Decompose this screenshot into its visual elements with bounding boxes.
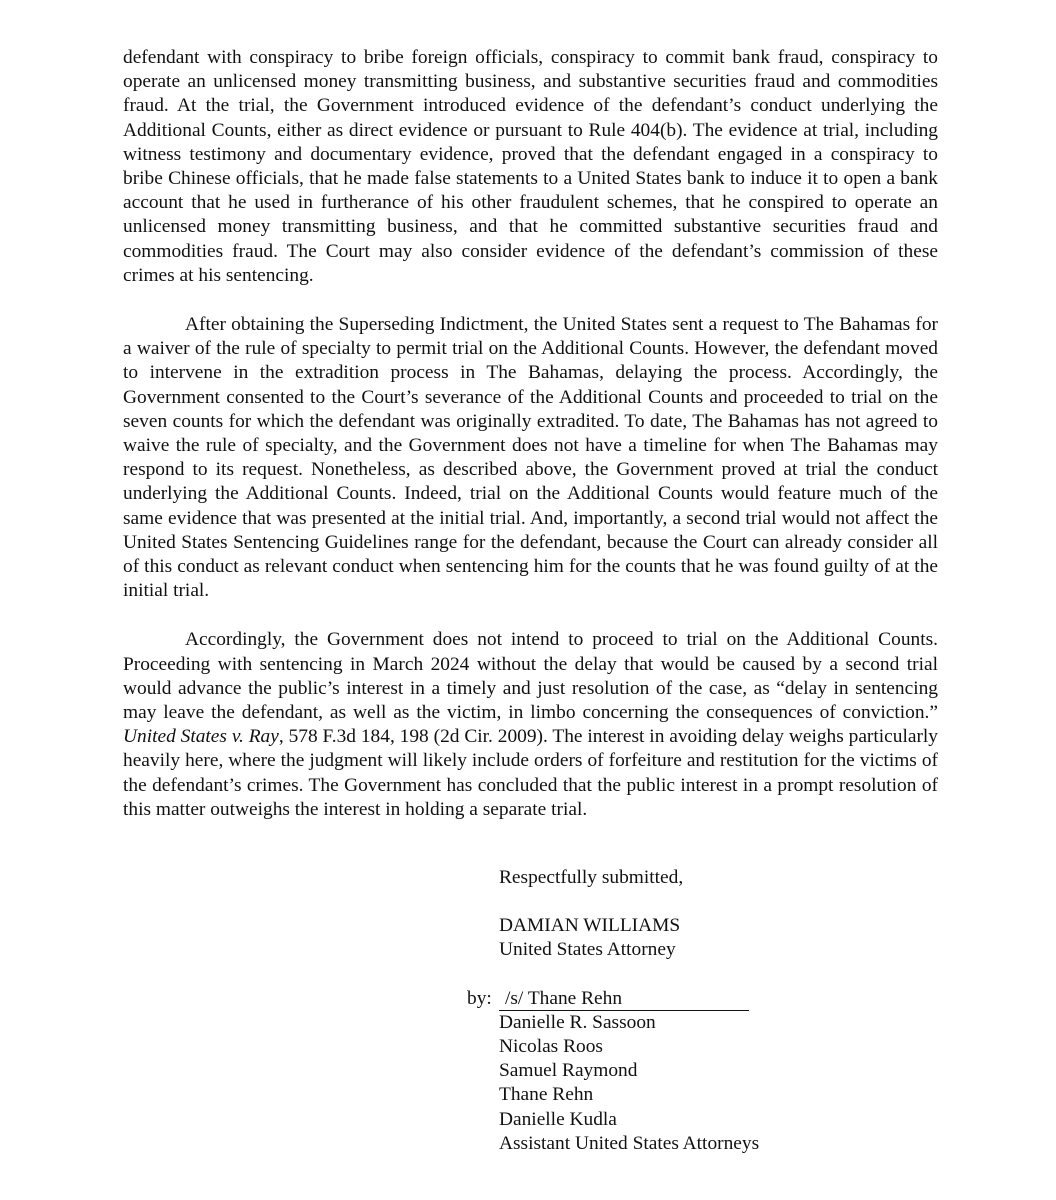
paragraph-text-after-citation: , 578 F.3d 184, 198 (2d Cir. 2009). The interest in avoiding delay weighs particularly heavily here, where the judgment will likely include orders of forfeiture and restitution for the victims of the defendant’s crimes. The Government has concluded that the public interest in a prompt resolution of this matter outweighs the interest in holding a separate trial. <box>123 726 938 820</box>
us-attorney-title: United States Attorney <box>499 939 676 961</box>
attorneys-title: Assistant United States Attorneys <box>499 1132 760 1154</box>
attorney-name: Danielle Kudla <box>499 1108 617 1130</box>
case-citation-name: United States v. Ray <box>123 726 279 748</box>
document-body <box>123 46 938 847</box>
attorney-name: Nicolas Roos <box>499 1036 603 1058</box>
attorney-name: Samuel Raymond <box>499 1060 638 1082</box>
signature-block <box>467 866 919 1156</box>
closing-line: Respectfully submitted, <box>499 867 684 888</box>
us-attorney-name: DAMIAN WILLIAMS <box>499 915 681 937</box>
paragraph-additional-counts-evidence: defendant with conspiracy to bribe foreign officials, conspiracy to commit bank fraud, conspiracy to operate an unlicensed money transmitting business, and substantive securities fraud and commodities fraud. At the trial, the Government introduced evidence of the defendant’s conduct underlying the Additional Counts, either as direct evidence or pursuant to Rule 404(b). The evidence at trial, including witness testimony and documentary evidence, proved that the defendant engaged in a conspiracy to bribe Chinese officials, that he made false statements to a United States bank to induce it to open a bank account that he used in furtherance of his other fraudulent schemes, that he conspired to operate an unlicensed money transmitting business, and that he committed substantive securities fraud and commodities fraud. The Court may also consider evidence of the defendant’s commission of these crimes at his sentencing. <box>123 47 938 286</box>
attorney-name: Danielle R. Sassoon <box>499 1011 656 1033</box>
electronic-signature: /s/ Thane Rehn <box>499 988 749 1011</box>
attorney-name: Thane Rehn <box>499 1084 594 1106</box>
paragraph-no-second-trial <box>123 628 938 822</box>
by-label: by: <box>467 987 492 1009</box>
paragraph-text-before-citation: Accordingly, the Government does not intend to proceed to trial on the Additional Counts. Proceeding with sentencing in March 2024 without the delay that would be caused by a second trial would advance the public’s interest in a timely and just resolution of the case, as “delay in sentencing may leave the defendant, as well as the victim, in limbo concerning the consequences of conviction.” <box>123 629 938 724</box>
signature-by-row <box>467 987 919 1011</box>
paragraph-bahamas-waiver-request: After obtaining the Superseding Indictment, the United States sent a request to The Bahamas for a waiver of the rule of specialty to permit trial on the Additional Counts. However, the defendant moved to intervene in the extradition process in The Bahamas, delaying the process. Accordingly, the Government consented to the Court’s severance of the Additional Counts and proceeded to trial on the seven counts for which the defendant was originally extradited. To date, The Bahamas has not agreed to waive the rule of specialty, and the Government does not have a timeline for when The Bahamas may respond to its request. Nonetheless, as described above, the Government proved at trial the conduct underlying the Additional Counts. Indeed, trial on the Additional Counts would feature much of the same evidence that was presented at the initial trial. And, importantly, a second trial would not affect the United States Sentencing Guidelines range for the defendant, because the Court can already consider all of this conduct as relevant conduct when sentencing him for the counts that he was found guilty of at the initial trial. <box>123 314 938 602</box>
